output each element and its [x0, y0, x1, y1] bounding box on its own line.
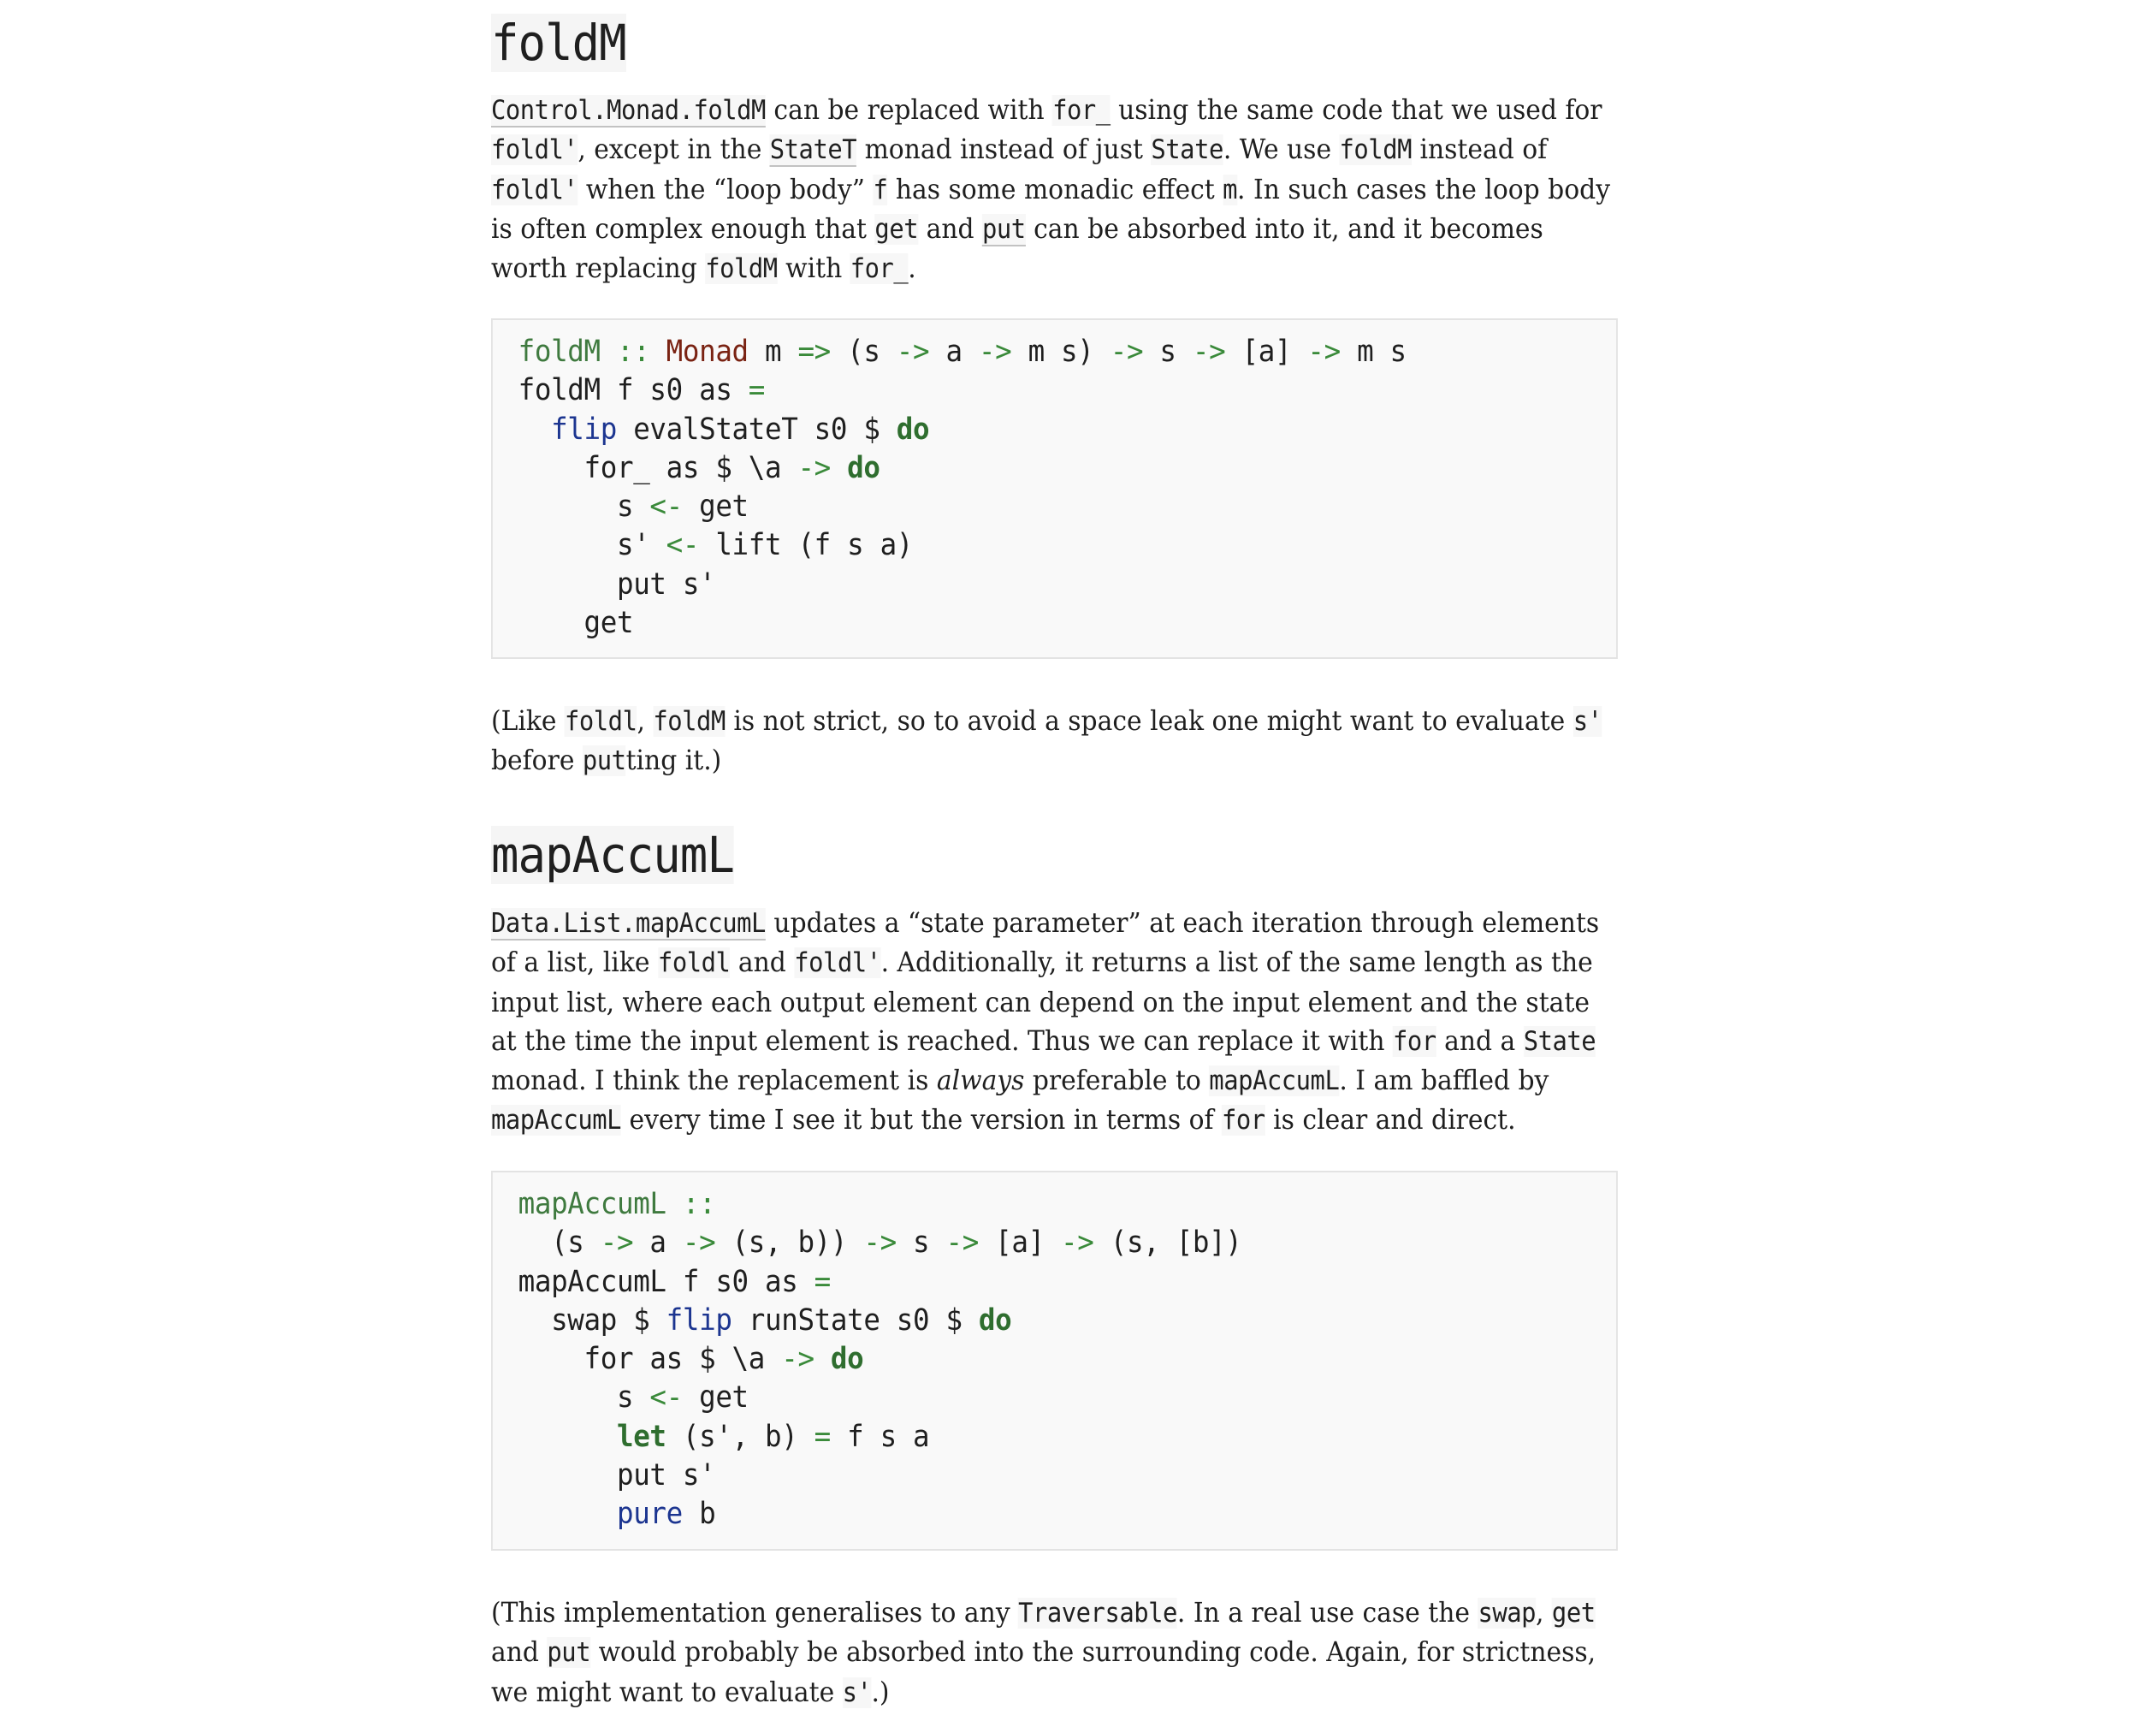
code-line: put s' — [518, 1458, 716, 1493]
section-heading: foldM — [491, 14, 626, 72]
code-line: s <- get — [518, 490, 749, 525]
section-heading: mapAccumL — [491, 826, 734, 884]
doc-link-data-list-mapaccuml[interactable]: Data.List.mapAccumL — [491, 908, 766, 939]
code-line: foldM :: Monad m => (s -> a -> m s) -> s -> [a] -> m s — [518, 335, 1407, 369]
code-line: s' <- lift (f s a) — [518, 528, 914, 563]
doc-link-statet[interactable]: StateT — [769, 134, 857, 166]
code-block-foldm — [491, 318, 1618, 659]
code-line: (s -> a -> (s, b)) -> s -> [a] -> (s, [b]) — [518, 1225, 1242, 1261]
code-line: pure b — [616, 1497, 716, 1532]
code-line: s <- get — [518, 1380, 749, 1415]
code-line: get — [518, 606, 634, 641]
code-line: put s' — [518, 567, 716, 602]
code-block-mapaccuml — [491, 1171, 1618, 1551]
section-intro: Control.Monad.foldM can be replaced with for_ using the same code that we used for foldl', except in the StateT monad instead of just State. We use foldM instead of foldl' when the “loop body” f has some monadic effect m. In such cases the loop body is often complex enough that get and put can be absorbed into it, and it becomes worth replacing foldM with for_. — [491, 93, 1611, 285]
code-line: for_ as $ \a -> do — [518, 450, 880, 485]
doc-link-control-monad-foldm[interactable]: Control.Monad.foldM — [491, 95, 766, 126]
doc-link-put[interactable]: put — [981, 213, 1026, 245]
section-intro: Data.List.mapAccumL updates a “state parameter” at each iteration through elements of a list, like foldl and foldl'. Additionally, it returns a list of the same length as the input list, where each output element can depend on the input element and the state at the time the input element is reached. Thus we can replace it with for and a State monad. I think the replacement is always preferable to mapAccumL. I am baffled by mapAccumL every time I see it but the version in terms of for is clear and direct. — [491, 906, 1600, 1136]
code-line: foldM f s0 as = — [518, 373, 765, 408]
section-note: (Like foldl, foldM is not strict, so to avoid a space leak one might want to evaluate s' before putting it.) — [491, 704, 1602, 777]
code-line: let (s', b) = f s a — [616, 1419, 930, 1454]
code-line: mapAccumL :: — [518, 1187, 716, 1221]
code-line: mapAccumL f s0 as = — [518, 1264, 831, 1299]
code-line: for as $ \a -> do — [518, 1342, 864, 1377]
code-line: flip evalStateT s0 $ do — [551, 412, 930, 447]
code-line: swap $ flip runState s0 $ do — [518, 1303, 1012, 1338]
section-note: (This implementation generalises to any Traversable. In a real use case the swap, get and put would probably be absorbed into the surrounding code. Again, for strictness, we might want to evaluate s'.) — [491, 1596, 1596, 1708]
